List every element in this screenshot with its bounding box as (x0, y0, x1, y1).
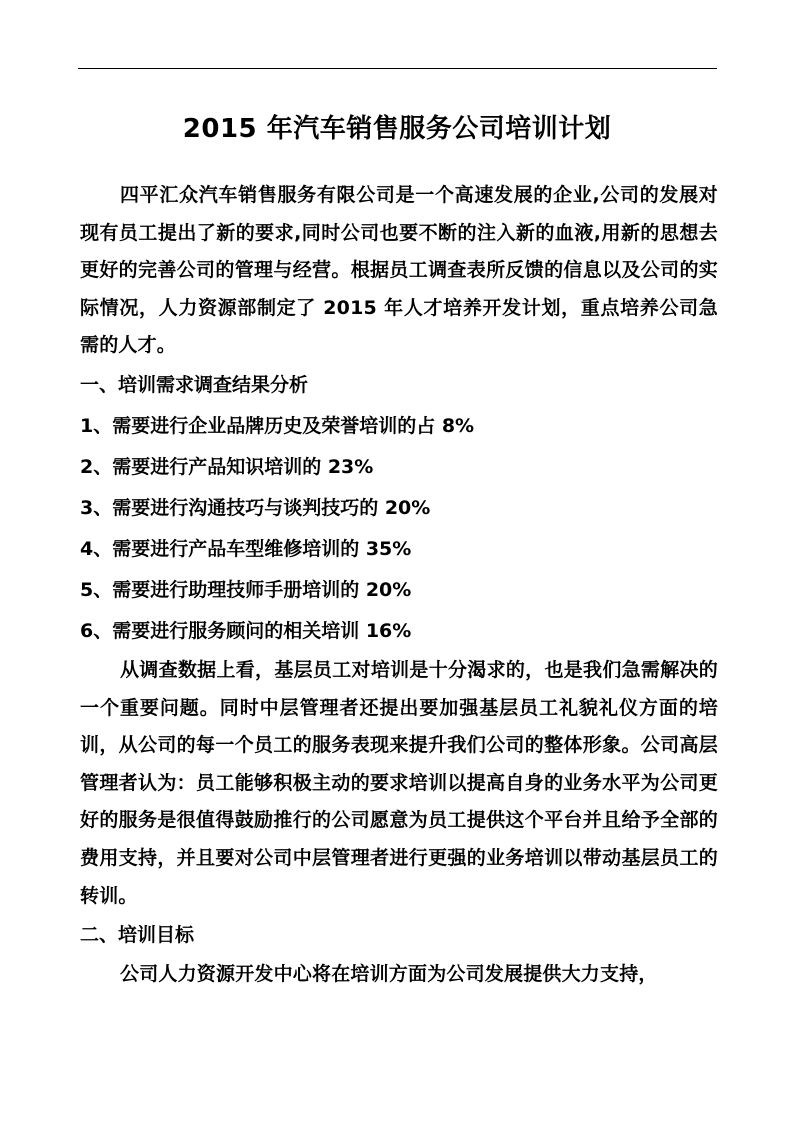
section-2-heading: 二、培训目标 (80, 924, 195, 947)
survey-item-1: 1、需要进行企业品牌历史及荣誉培训的占 8% (80, 414, 475, 437)
document-body (80, 177, 718, 994)
survey-item-2: 2、需要进行产品知识培训的 23% (80, 455, 374, 478)
section-1-heading: 一、培训需求调查结果分析 (80, 373, 309, 396)
section-2-paragraph: 公司人力资源开发中心将在培训方面为公司发展提供大力支持， (120, 963, 658, 986)
survey-item-5: 5、需要进行助理技师手册培训的 20% (80, 578, 412, 601)
intro-paragraph: 四平汇众汽车销售服务有限公司是一个高速发展的企业,公司的发展对现有员工提出了新的要求,同时公司也要不断的注入新的血液,用新的思想去更好的完善公司的管理与经营。根据员工调查表所反馈的信息以及公司的实际情况，人力资源部制定了 2015 年人才培养开发计划，重点培养公司急需的人才。 (80, 184, 718, 357)
survey-item-4: 4、需要进行产品车型维修培训的 35% (80, 537, 412, 560)
survey-item-6: 6、需要进行服务顾问的相关培训 16% (80, 619, 412, 642)
header-rule (78, 68, 717, 69)
analysis-paragraph: 从调查数据上看，基层员工对培训是十分渴求的，也是我们急需解决的一个重要问题。同时中层管理者还提出要加强基层员工礼貌礼仪方面的培训，从公司的每一个员工的服务表现来提升我们公司的整体形象。公司高层管理者认为：员工能够积极主动的要求培训以提高自身的业务水平为公司更好的服务是很值得鼓励推行的公司愿意为员工提供这个平台并且给予全部的费用支持，并且要对公司中层管理者进行更强的业务培训以带动基层员工的转训。 (80, 658, 718, 907)
survey-item-3: 3、需要进行沟通技巧与谈判技巧的 20% (80, 496, 431, 519)
document-title: 2015 年汽车销售服务公司培训计划 (182, 114, 612, 145)
